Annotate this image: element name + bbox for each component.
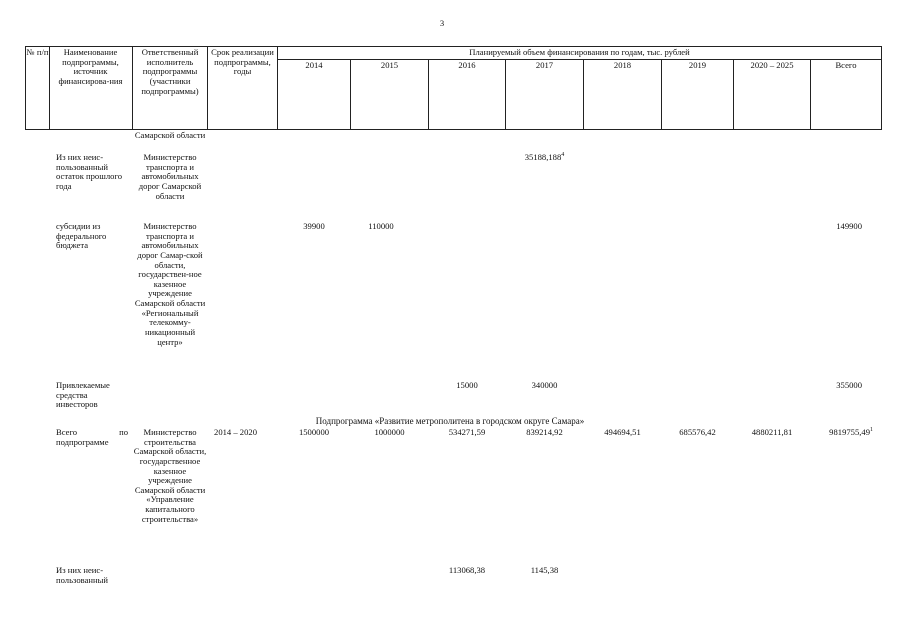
subprogram-title: Подпрограмма «Развитие метрополитена в городском округе Самара» [315, 416, 585, 426]
header-year-2014: 2014 [305, 60, 323, 70]
row4-name-text: Всего по подпрограмме [56, 427, 128, 447]
header-name: Наименование подпрограммы, источник финансирова-ния [58, 47, 123, 86]
row5-2016: 113068,38 [448, 565, 486, 575]
row1-responsible: Министерство транспорта и автомобильных дорог Самарской области [138, 152, 202, 201]
header-period: Срок реализации подпрограммы, годы [211, 47, 274, 77]
row4-name [56, 428, 128, 447]
row5-name: Из них неис-пользованный [56, 565, 108, 585]
header-year-2017: 2017 [535, 60, 554, 70]
header-responsible: Ответственный исполнитель подпрограммы (участники подпрограммы) [141, 47, 199, 96]
row3-2016: 15000 [456, 380, 478, 390]
row4-responsible: Министерство строительства Самарской области, государственное казенное учреждение Самарской области «Управление капитального строительства» [133, 427, 207, 524]
header-year-2018: 2018 [613, 60, 632, 70]
row2-total: 149900 [836, 221, 862, 231]
row0-responsible: Самарской области [134, 130, 206, 140]
row4-total: 9819755,49$^1$ [829, 427, 873, 437]
row5-2017: 1145,38 [530, 565, 559, 575]
row4-2016: 534271,59 [448, 427, 486, 437]
row3-2017: 340000 [531, 380, 558, 390]
row4-2014: 1500000 [298, 427, 330, 437]
row2-responsible: Министерство транспорта и автомобильных дорог Самар-ской области, государствен-ное казенное учреждение Самарской области «Региональный телекомму-никационный центр» [134, 221, 206, 347]
row3-total: 355000 [836, 380, 862, 390]
row3-name: Привлекаемые средства инвесторов [56, 380, 110, 410]
header-year-2019: 2019 [688, 60, 707, 70]
header-year-2020-2025: 2020 – 2025 [750, 60, 794, 70]
row4-2019: 685576,42 [679, 427, 716, 437]
row2-2015: 110000 [368, 221, 394, 231]
header-year-total: Всего [835, 60, 857, 70]
header-year-2015: 2015 [380, 60, 399, 70]
header-planned: Планируемый объем финансирования по годам, тыс. рублей [469, 47, 690, 57]
row4-2018: 494694,51 [604, 427, 641, 437]
row1-2017: 35188,188$^4$ [524, 152, 565, 162]
row4-period: 2014 – 2020 [214, 427, 257, 437]
header-year-2016: 2016 [458, 60, 476, 70]
row4-2015: 1000000 [374, 427, 405, 437]
row4-2017: 839214,92 [526, 427, 563, 437]
row1-name: Из них неис-пользованный остаток прошлого года [56, 152, 123, 191]
header-num: № п/п [26, 47, 49, 57]
row4-2020-2025: 4880211,81 [751, 427, 793, 437]
page-number: 3 [439, 18, 445, 28]
row2-2014: 39900 [303, 221, 325, 231]
row2-name: субсидии из федерального бюджета [56, 221, 107, 251]
